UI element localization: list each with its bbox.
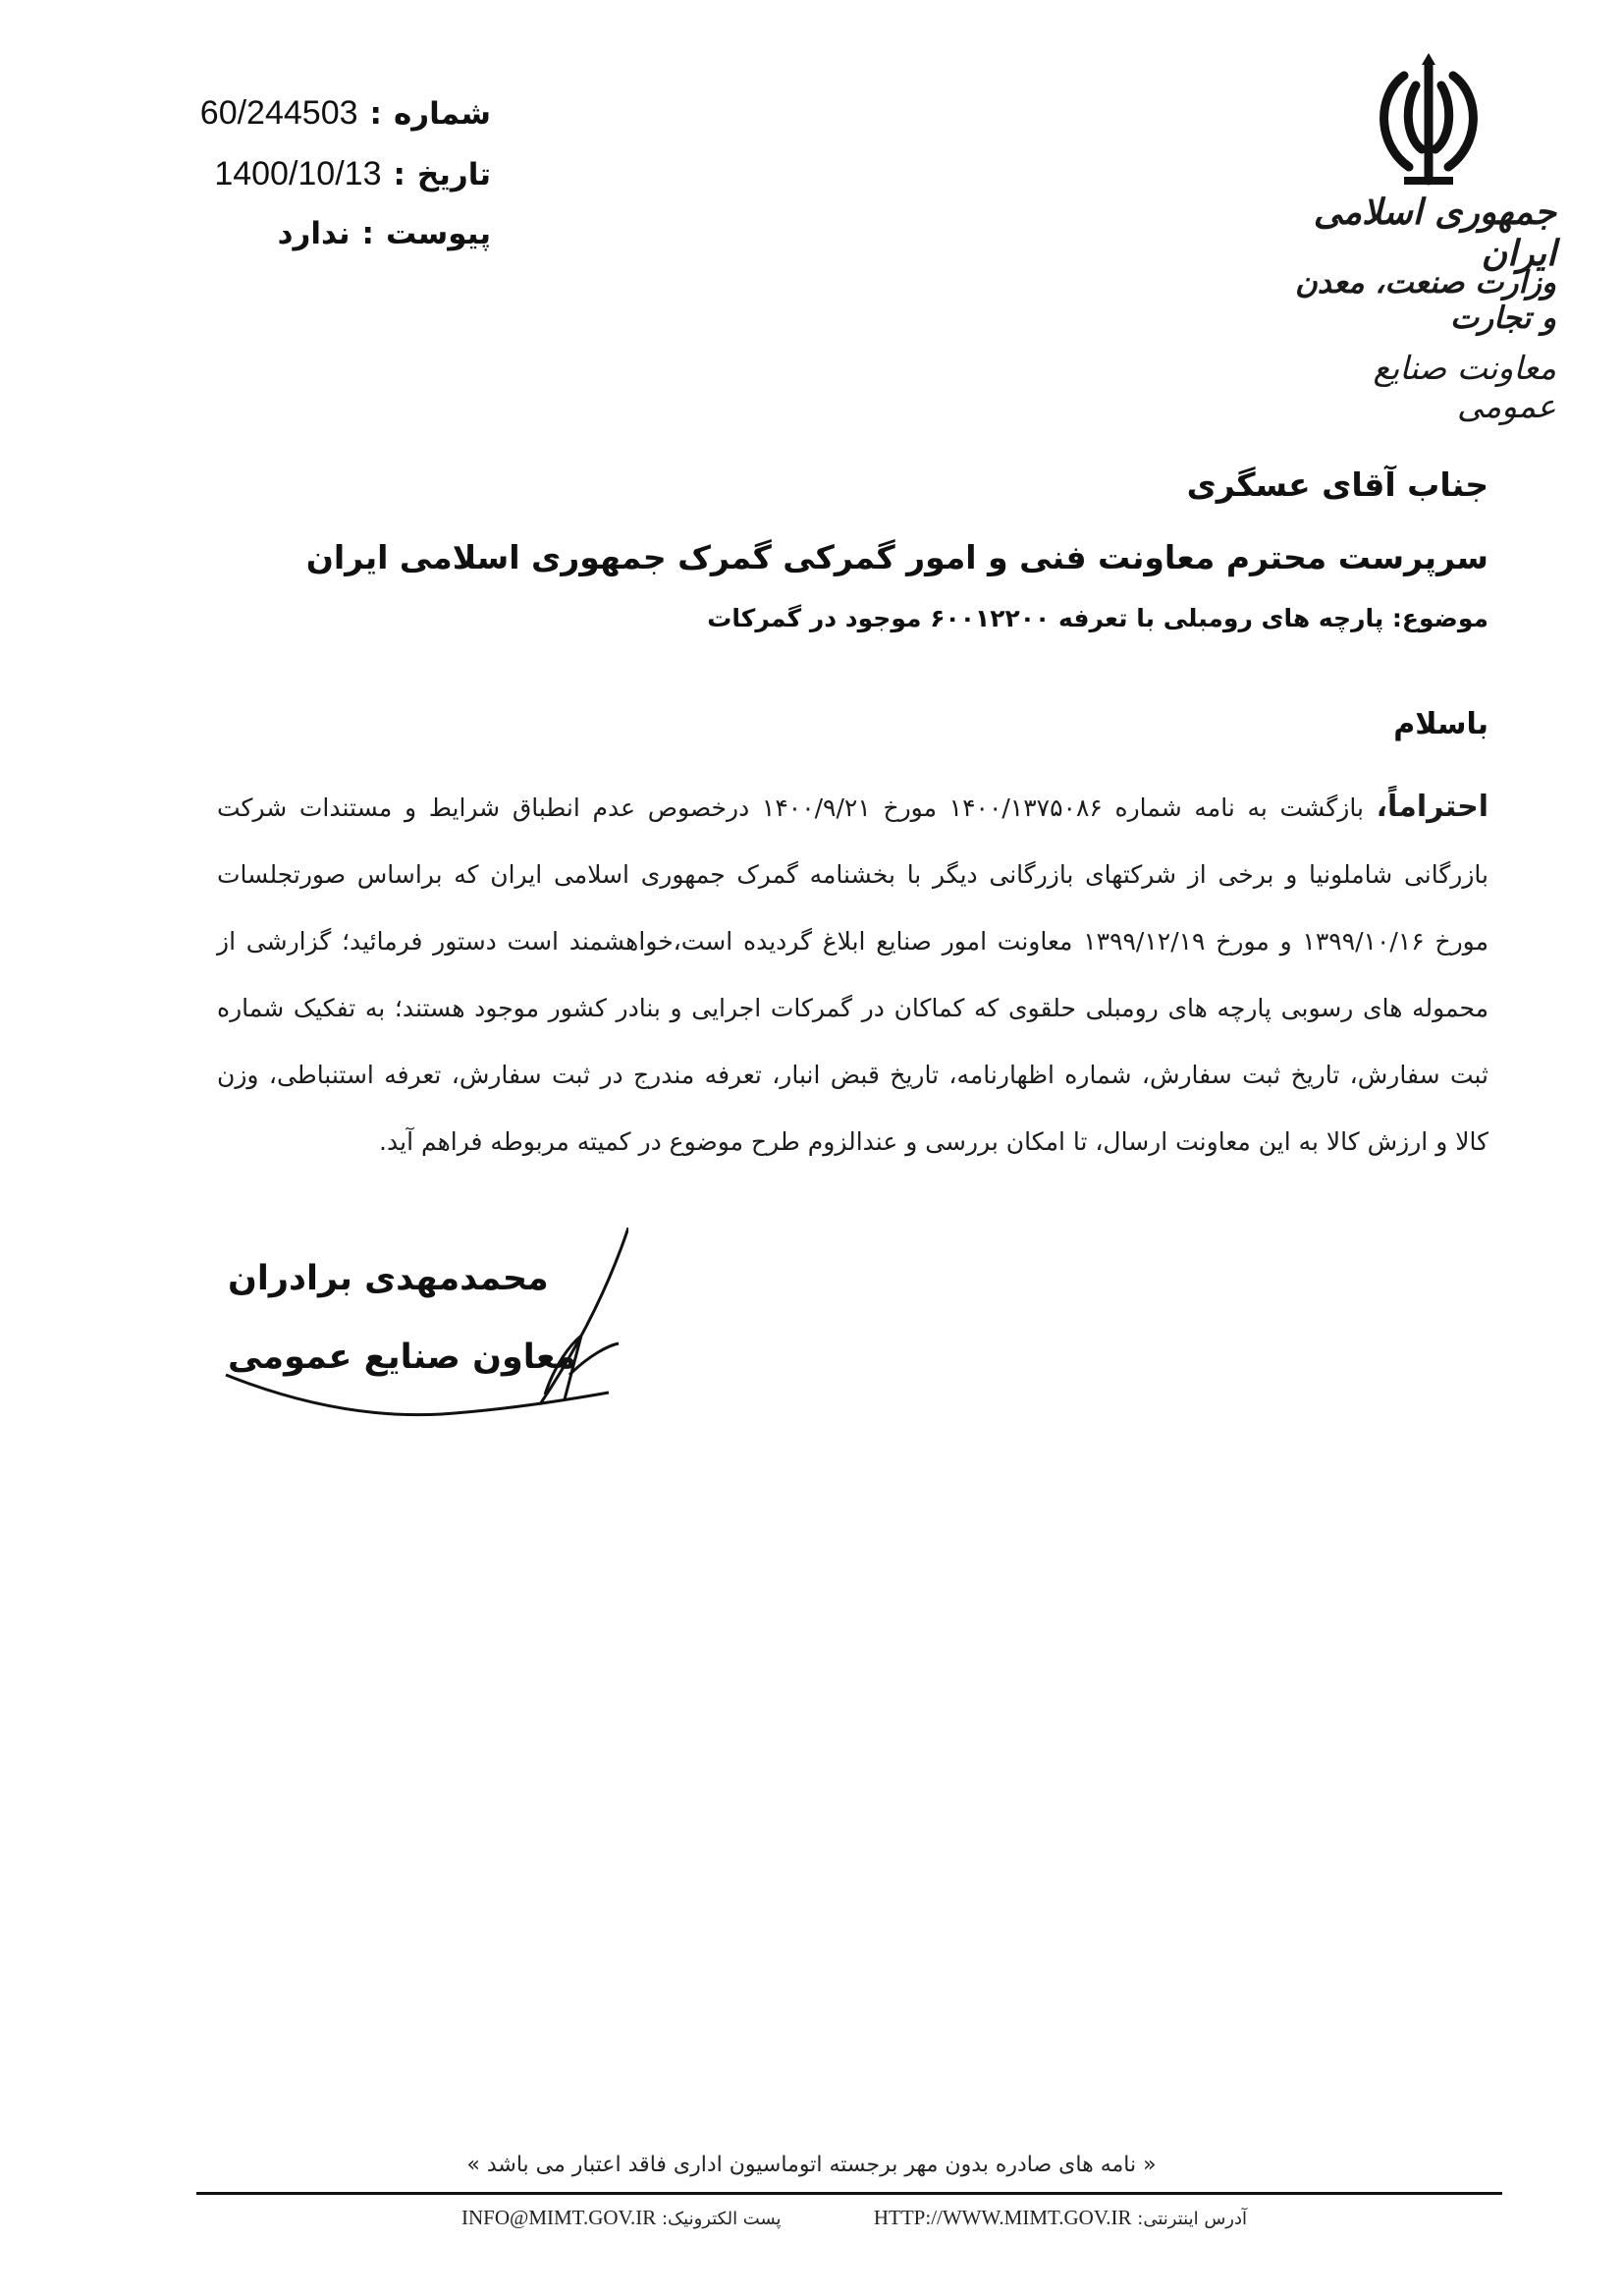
letter-body (217, 774, 1488, 1175)
letter-subject: موضوع: پارچه های رومبلی با تعرفه ۶۰۰۱۲۲۰۰ موجود در گمرکات (707, 604, 1488, 632)
separator-colon: : (361, 216, 374, 251)
footer-email (461, 2206, 782, 2230)
letter-date-row (196, 155, 491, 216)
letter-attachment-label: پیوست (385, 216, 491, 251)
recipient-name: جناب آقای عسگری (1186, 465, 1488, 504)
footer-contact (461, 2206, 1247, 2230)
separator-colon: : (369, 96, 382, 132)
footer-divider (196, 2192, 1502, 2195)
body-lead: احتراماً، (1376, 790, 1488, 824)
letter-attachment-value: ندارد (277, 216, 351, 251)
letter-date-label: تاریخ (416, 157, 491, 192)
letter-metadata (196, 94, 491, 277)
website-link[interactable]: HTTP://WWW.MIMT.GOV.IR (873, 2206, 1132, 2229)
letter-number-label: شماره (393, 96, 491, 132)
header-republic: جمهوری اسلامی ایران (1313, 191, 1556, 274)
email-label: پست الکترونیک: (661, 2209, 782, 2229)
letter-number-row (196, 94, 491, 155)
letter-number-value: 60/244503 (199, 94, 358, 132)
greeting: باسلام (1393, 707, 1488, 741)
header-ministry: وزارت صنعت، معدن و تجارت (1295, 265, 1556, 336)
email-link[interactable]: INFO@MIMT.GOV.IR (461, 2206, 657, 2229)
separator-colon: : (393, 157, 406, 192)
website-label: آدرس اینترنتی: (1137, 2209, 1247, 2229)
recipient-position: سرپرست محترم معاونت فنی و امور گمرکی گمرک جمهوری اسلامی ایران (305, 538, 1488, 576)
signatory-name: محمدمهدی برادران (228, 1259, 549, 1298)
letter-attachment-row (196, 216, 491, 277)
header-deputy: معاونت صنایع عمومی (1373, 349, 1556, 425)
handwritten-signature (216, 1228, 628, 1424)
letter-date-value: 1400/10/13 (214, 155, 382, 192)
footer-website (874, 2206, 1247, 2230)
footer-note: « نامه های صادره بدون مهر برجسته اتوماسیون اداری فاقد اعتبار می باشد » (466, 2153, 1157, 2177)
iran-emblem-icon (1365, 51, 1492, 198)
body-text: بازگشت به نامه شماره ۱۴۰۰/۱۳۷۵۰۸۶ مورخ ۱۴۰۰/۹/۲۱ درخصوص عدم انطباق شرایط و مستندات شرکت بازرگانی شاملونیا و برخی از شرکتهای بازرگانی دیگر با بخشنامه گمرک جمهوری اسلامی ایران که براساس صورتجلسات مورخ ۱۳۹۹/۱۰/۱۶ و مورخ ۱۳۹۹/۱۲/۱۹ معاونت امور صنایع ابلاغ گردیده است،خواهشمند است دستور فرمائید؛ گزارشی از محموله های رسوبی پارچه های رومبلی حلقوی که کماکان در گمرکات اجرایی و بنادر کشور موجود هستند؛ به تفکیک شماره ثبت سفارش، تاریخ ثبت سفارش، شماره اظهارنامه، تاریخ قبض انبار، تعرفه مندرج در ثبت سفارش، تعرفه استنباطی، وزن کالا و ارزش کالا به این معاونت ارسال، تا امکان بررسی و عندالزوم طرح موضوع در کمیته مربوطه فراهم آید. (217, 793, 1488, 1156)
signatory-title: معاون صنایع عمومی (228, 1338, 577, 1377)
